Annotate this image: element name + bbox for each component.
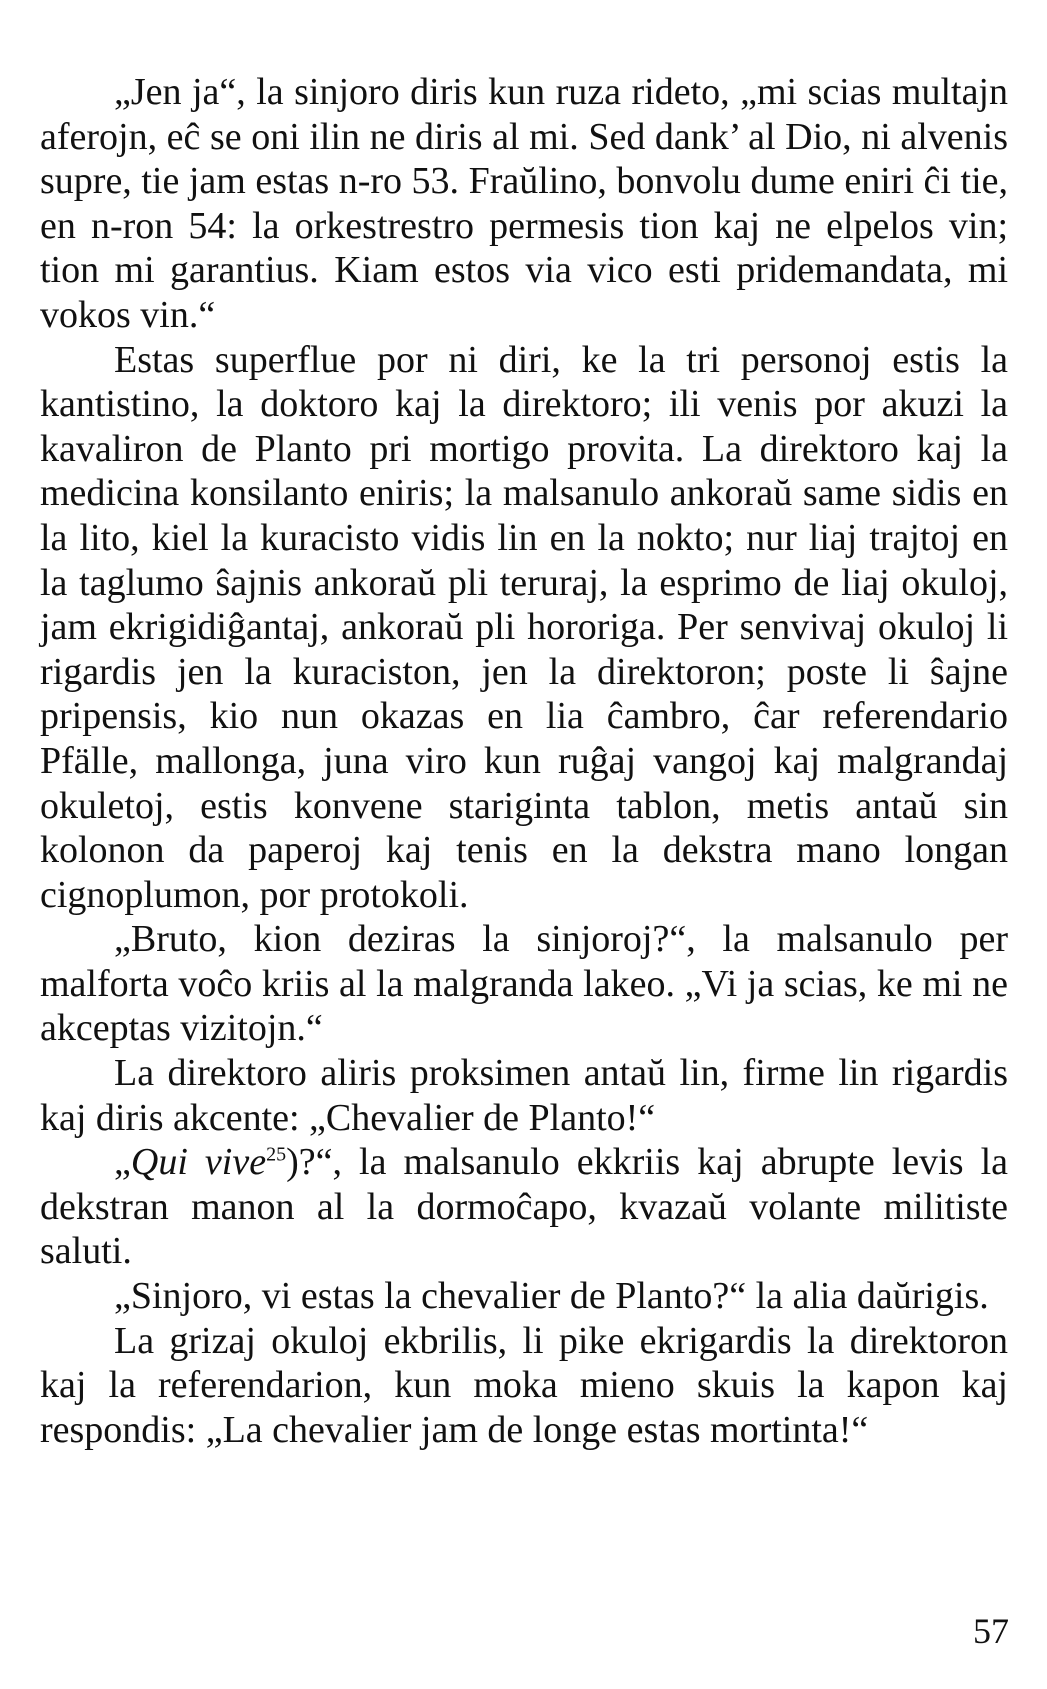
footnote-marker: 25 [266, 1143, 287, 1166]
paragraph-1: „Jen ja“, la sinjoro diris kun ruza rideto, „mi scias multajn aferojn, eĉ se oni ilin ne diris al mi. Sed dank’ al Dio, ni alvenis supre, tie jam estas n-ro 53. Fraŭlino, bonvolu dume eniri ĉi tie, en n-ron 54: la orkestrestro permesis tion kaj ne elpelos vin; tion mi garantius. Kiam estos via vico esti pridemandata, mi vokos vin.“ [40, 71, 1008, 336]
paragraph-5-rest: )?“, la malsanulo ekkriis kaj abrupte levis la dekstran manon al la dormoĉapo, kvazaŭ volante militiste saluti. [40, 1141, 1008, 1273]
paragraph-5-open-quote: „ [114, 1141, 131, 1184]
paragraph-4: La direktoro aliris proksimen antaŭ lin, firme lin rigardis kaj diris akcente: „Chevalier de Planto!“ [40, 1052, 1008, 1139]
paragraph-5-italic: Qui vive [130, 1141, 267, 1184]
paragraph-3: „Bruto, kion deziras la sinjoroj?“, la malsanulo per malforta voĉo kriis al la malgranda lakeo. „Vi ja scias, ke mi ne akceptas vizitojn.“ [40, 918, 1008, 1050]
paragraph-5 [40, 1140, 1008, 1274]
paragraph-2: Estas superflue por ni diri, ke la tri personoj estis la kantistino, la doktoro kaj la direktoro; ili venis por akuzi la kavaliron de Planto pri mortigo provita. La direktoro kaj la medicina konsilanto eniris; la malsanulo ankoraŭ same sidis en la lito, kiel la kuracisto vidis lin en la nokto; nur liaj trajtoj en la taglumo ŝajnis ankoraŭ pli teruraj, la esprimo de liaj okuloj, jam ekrigidiĝantaj, ankoraŭ pli hororiga. Per senvivaj okuloj li rigardis jen la kuraciston, jen la direktoron; poste li ŝajne pripensis, kio nun okazas en lia ĉambro, ĉar referendario Pfälle, mallonga, juna viro kun ruĝaj vangoj kaj malgrandaj okuletoj, estis konvene stariginta tablon, metis antaŭ sin kolonon da paperoj kaj tenis en la dekstra mano longan cignoplumon, por protokoli. [40, 338, 1008, 916]
page-text [40, 70, 1008, 1452]
paragraph-7: La grizaj okuloj ekbrilis, li pike ekrigardis la direktoron kaj la referendarion, kun moka mieno skuis la kapon kaj respondis: „La chevalier jam de longe estas mortinta!“ [40, 1319, 1008, 1451]
paragraph-6: „Sinjoro, vi estas la chevalier de Planto?“ la alia daŭrigis. [114, 1275, 989, 1318]
page-number: 57 [973, 1611, 1009, 1651]
